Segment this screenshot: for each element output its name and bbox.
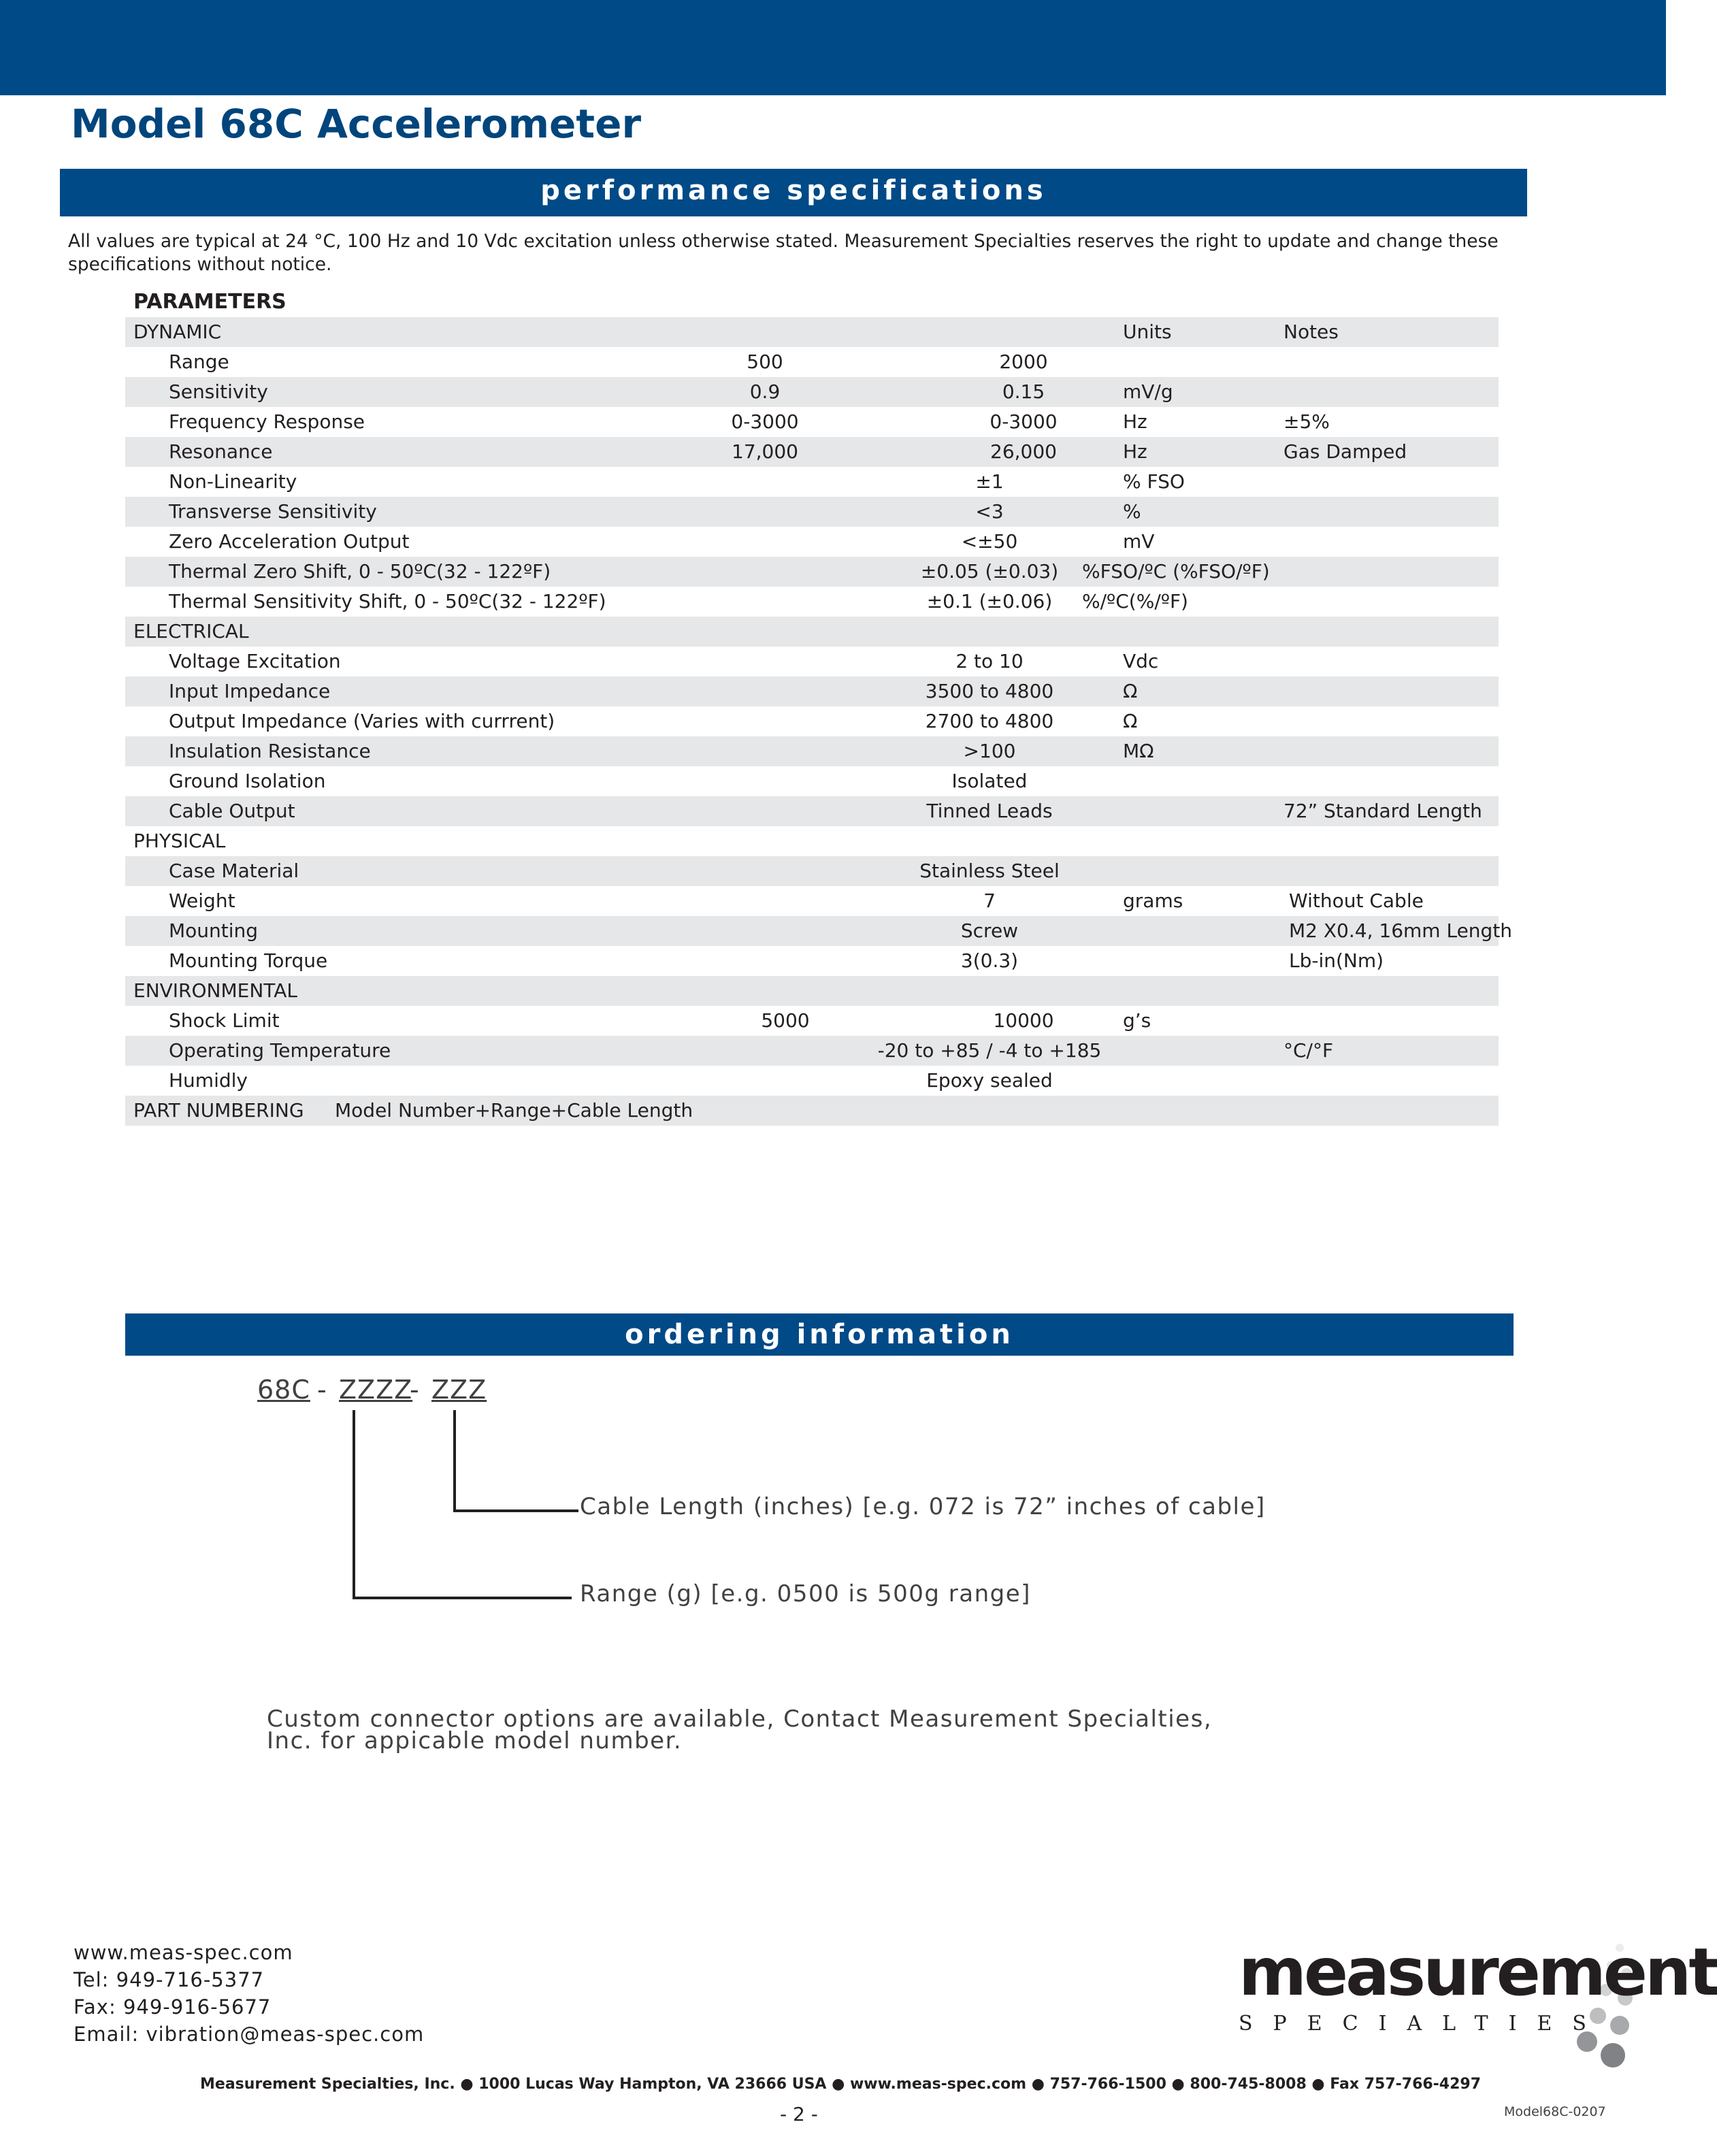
spec-table: [125, 317, 1513, 1126]
param-value: ±0.05 (±0.03): [920, 560, 1059, 583]
param-label: Input Impedance: [169, 680, 331, 702]
spec-row-sensitivity: [125, 377, 1499, 407]
param-notes: 72” Standard Length: [1283, 800, 1482, 822]
param-notes: Lb-in(Nm): [1289, 949, 1384, 972]
cable-length-callout: Cable Length (inches) [e.g. 072 is 72” inches of cable]: [580, 1493, 1266, 1520]
spec-row-mounting-torque: [125, 946, 1499, 976]
spec-row-humidity: [125, 1066, 1499, 1096]
email-link[interactable]: Email: vibration@meas-spec.com: [73, 2023, 425, 2046]
logo-wordmark: measurement: [1239, 1934, 1717, 2010]
param-units: Hz: [1123, 440, 1147, 463]
code-range: ZZZZ: [339, 1375, 413, 1405]
spec-row-range: [125, 347, 1499, 377]
param-notes: Gas Damped: [1283, 440, 1407, 463]
param-label: Mounting Torque: [169, 949, 328, 972]
param-notes: Without Cable: [1289, 889, 1424, 912]
category-label: ELECTRICAL: [133, 620, 249, 642]
parameters-title: PARAMETERS: [133, 290, 287, 314]
param-value: Tinned Leads: [926, 800, 1053, 822]
value-2000g: 0-3000: [990, 410, 1058, 433]
param-value: 3(0.3): [960, 949, 1019, 972]
param-value: 3500 to 4800: [925, 680, 1054, 702]
value-500g: 17,000: [732, 440, 798, 463]
param-units: Ω: [1123, 680, 1138, 702]
spec-row-insulation-resistance: [125, 736, 1499, 766]
page-number: - 2 -: [780, 2103, 818, 2125]
param-value: -20 to +85 / -4 to +185: [877, 1039, 1102, 1062]
param-value: Model Number+Range+Cable Length: [335, 1099, 693, 1122]
param-units: MΩ: [1123, 740, 1154, 762]
param-units: grams: [1123, 889, 1183, 912]
fax-number: Fax: 949-916-5677: [73, 1995, 272, 2019]
param-units: g’s: [1123, 1009, 1151, 1032]
param-label: Shock Limit: [169, 1009, 280, 1032]
logo-subtitle: SPECIALTIES: [1239, 2012, 1607, 2036]
category-row-electrical: [125, 617, 1499, 647]
param-units: mV: [1123, 530, 1155, 553]
param-units: %/ºC(%/ºF): [1082, 590, 1188, 612]
spec-row-voltage-excitation: [125, 647, 1499, 676]
ordering-information-header: ordering information: [125, 1313, 1514, 1356]
param-label: Mounting: [169, 919, 259, 942]
spec-row-cable-output: [125, 796, 1499, 826]
param-units: %FSO/ºC (%FSO/ºF): [1082, 560, 1270, 583]
spec-row-non-linearity: [125, 467, 1499, 497]
param-value: Screw: [960, 919, 1019, 942]
top-banner: [0, 0, 1666, 95]
code-cable: ZZZ: [431, 1375, 487, 1405]
category-row-physical: [125, 826, 1499, 856]
category-label: ENVIRONMENTAL: [133, 979, 297, 1002]
value-500g: 0-3000: [731, 410, 799, 433]
units-header: Units: [1123, 321, 1172, 343]
param-value: <±50: [961, 530, 1018, 553]
param-label: Transverse Sensitivity: [169, 500, 377, 523]
spec-row-transverse-sensitivity: [125, 497, 1499, 527]
param-notes: °C/°F: [1283, 1039, 1334, 1062]
cable-leader-horizontal: [453, 1509, 578, 1512]
param-value: 7: [983, 889, 996, 912]
value-500g: 5000: [761, 1009, 810, 1032]
param-units: Ω: [1123, 710, 1138, 732]
param-label: Sensitivity: [169, 380, 268, 403]
value-2000g: 0.15: [1002, 380, 1045, 403]
param-notes: M2 X0.4, 16mm Length: [1289, 919, 1513, 942]
param-label: Output Impedance (Varies with currrent): [169, 710, 555, 732]
param-value: 2700 to 4800: [925, 710, 1054, 732]
spec-row-ground-isolation: [125, 766, 1499, 796]
spec-row-case-material: [125, 856, 1499, 886]
param-value: Epoxy sealed: [926, 1069, 1053, 1092]
cable-leader-vertical: [453, 1410, 456, 1512]
param-label: Thermal Zero Shift, 0 - 50ºC(32 - 122ºF): [169, 560, 551, 583]
param-label: Thermal Sensitivity Shift, 0 - 50ºC(32 - 122ºF): [169, 590, 606, 612]
spec-row-weight: [125, 886, 1499, 916]
custom-note-line: Inc. for appicable model number.: [267, 1727, 683, 1754]
spec-row-thermal-sensitivity-shift: [125, 587, 1499, 617]
param-label: Zero Acceleration Output: [169, 530, 410, 553]
performance-specifications-header: performance specifications: [60, 169, 1527, 216]
value-500g: 500: [747, 350, 783, 373]
param-value: ±0.1 (±0.06): [926, 590, 1053, 612]
code-separator: -: [317, 1375, 327, 1405]
param-label: Humidly: [169, 1069, 248, 1092]
category-label: DYNAMIC: [133, 321, 222, 343]
company-address: Measurement Specialties, Inc. ● 1000 Lucas Way Hampton, VA 23666 USA ● www.meas-spec.com ● 757-766-1500 ● 800-745-8008 ● Fax 757-766-4297: [200, 2076, 1482, 2093]
param-value: <3: [975, 500, 1004, 523]
category-label: PHYSICAL: [133, 830, 226, 852]
website-link[interactable]: www.meas-spec.com: [73, 1941, 293, 1964]
param-label: Ground Isolation: [169, 770, 326, 792]
spec-row-frequency-response: [125, 407, 1499, 437]
param-value: Isolated: [951, 770, 1028, 792]
document-number: Model68C-0207: [1504, 2104, 1606, 2119]
notes-header: Notes: [1283, 321, 1339, 343]
intro-text: All values are typical at 24 °C, 100 Hz and 10 Vdc excitation unless otherwise stated. Measurement Specialties reserves the right to update and change these specifications without notice.: [68, 231, 1499, 275]
param-label: Frequency Response: [169, 410, 365, 433]
spec-row-mounting: [125, 916, 1513, 946]
param-label: Case Material: [169, 860, 299, 882]
spec-row-resonance: [125, 437, 1499, 467]
param-units: Vdc: [1123, 650, 1159, 672]
custom-connector-note: [267, 1705, 1220, 1754]
value-2000g: 10000: [993, 1009, 1054, 1032]
param-label: Range: [169, 350, 229, 373]
spec-row-shock-limit: [125, 1006, 1499, 1036]
category-label: PART NUMBERING: [133, 1099, 304, 1122]
spec-row-part-numbering: [125, 1096, 1499, 1126]
custom-note-line: Custom connector options are available, Contact Measurement Specialties,: [267, 1705, 1213, 1733]
measurement-specialties-logo: [1184, 1899, 1717, 2076]
range-leader-vertical: [353, 1410, 355, 1599]
param-label: Resonance: [169, 440, 273, 463]
code-model: 68C: [257, 1375, 310, 1405]
param-value: 2 to 10: [955, 650, 1024, 672]
param-units: Hz: [1123, 410, 1147, 433]
param-label: Weight: [169, 889, 235, 912]
spec-row-input-impedance: [125, 676, 1499, 706]
phone-number: Tel: 949-716-5377: [73, 1968, 265, 1991]
spec-row-operating-temperature: [125, 1036, 1499, 1066]
code-separator: -: [410, 1375, 420, 1405]
range-leader-horizontal: [353, 1597, 572, 1599]
param-units: %: [1123, 500, 1141, 523]
spec-row-zero-acceleration-output: [125, 527, 1499, 557]
param-label: Operating Temperature: [169, 1039, 391, 1062]
param-label: Insulation Resistance: [169, 740, 371, 762]
param-label: Cable Output: [169, 800, 295, 822]
value-500g: 0.9: [749, 380, 781, 403]
param-units: % FSO: [1123, 470, 1185, 493]
param-label: Non-Linearity: [169, 470, 297, 493]
param-notes: ±5%: [1283, 410, 1330, 433]
value-2000g: 26,000: [990, 440, 1057, 463]
range-callout: Range (g) [e.g. 0500 is 500g range]: [580, 1580, 1031, 1607]
category-row-dynamic: [125, 317, 1499, 347]
param-value: Stainless Steel: [919, 860, 1060, 882]
param-label: Voltage Excitation: [169, 650, 341, 672]
page-title: Model 68C Accelerometer: [71, 101, 642, 147]
param-value: >100: [963, 740, 1016, 762]
value-2000g: 2000: [999, 350, 1048, 373]
spec-row-thermal-zero-shift: [125, 557, 1499, 587]
category-row-environmental: [125, 976, 1499, 1006]
param-value: ±1: [975, 470, 1004, 493]
param-units: mV/g: [1123, 380, 1173, 403]
spec-row-output-impedance: [125, 706, 1499, 736]
